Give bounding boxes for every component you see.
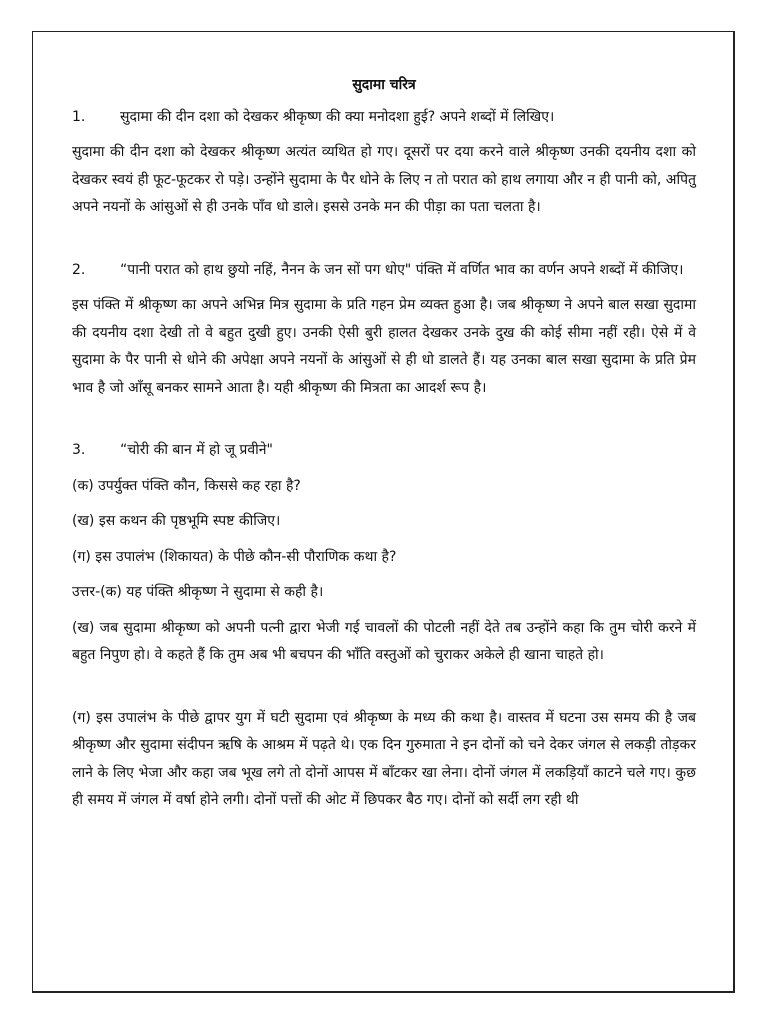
sub-question-k: (क) उपर्युक्त पंक्ति कौन, किससे कह रहा है? (72, 477, 301, 494)
answer-3-k: उत्तर-(क) यह पंक्ति श्रीकृष्ण ने सुदामा से कही है। (72, 584, 324, 600)
spacer (72, 410, 696, 437)
answer-1: सुदामा की दीन दशा को देखकर श्रीकृष्ण अत्यंत व्यथित हो गए। दूसरों पर दया करने वाले श्रीकृष्ण उनकी दयनीय दशा को देखकर स्वयं ही फूट-फूटकर रो पड़े। उन्होंने सुदामा के पैर धोने के लिए न तो परात को हाथ लगाया और न ही पानी को, अपितु अपने नयनों के आंसुओं से ही उनके पाँव धो डाले। इससे उनके मन की पीड़ा का पता चलता है। (72, 144, 696, 215)
question-2 (72, 257, 696, 285)
question-3 (72, 437, 696, 465)
document-body (72, 72, 696, 823)
question-number: 2. (72, 261, 86, 278)
question-text: “पानी परात को हाथ छुयो नहिं, नैनन के जन सों पग धोए" पंक्ति में वर्णित भाव का वर्णन अपने शब्दों में कीजिए। (120, 261, 684, 278)
question-text: सुदामा की दीन दशा को देखकर श्रीकृष्ण की क्या मनोदशा हुई? अपने शब्दों में लिखिए। (120, 108, 555, 125)
page-title: सुदामा चरित्र (352, 77, 416, 93)
sub-question-g: (ग) इस उपालंभ (शिकायत) के पीछे कौन-सी पौराणिक कथा है? (72, 548, 397, 565)
spacer (72, 230, 696, 257)
question-number: 1. (72, 108, 86, 125)
question-number: 3. (72, 442, 86, 458)
sub-question-kh: (ख) इस कथन की पृष्ठभूमि स्पष्ट कीजिए। (72, 513, 281, 529)
question-text: “चोरी की बान में हो जू प्रवीने" (120, 442, 273, 458)
question-1 (72, 104, 696, 132)
spacer (72, 678, 696, 705)
answer-2: इस पंक्ति में श्रीकृष्ण का अपने अभिन्न मित्र सुदामा के प्रति गहन प्रेम व्यक्त हुआ है। जब श्रीकृष्ण ने अपने बाल सखा सुदामा की दयनीय दशा देखी तो वे बहुत दुखी हुए। उनकी ऐसी बुरी हालत देखकर उनके दुख की कोई सीमा नहीं रही। ऐसे में वे सुदामा के पैर पानी से धोने की अपेक्षा अपने नयनों के आंसुओं से ही धो डालते हैं। यह उनका बाल सखा सुदामा के प्रति प्रेम भाव है जो आँसू बनकर सामने आता है। यही श्रीकृष्ण की मित्रता का आदर्श रूप है। (72, 297, 696, 396)
answer-3-kh: (ख) जब सुदामा श्रीकृष्ण को अपनी पत्नी द्वारा भेजी गई चावलों की पोटली नहीं देते तब उन्होंने कहा कि तुम चोरी करने में बहुत निपुण हो। वे कहते हैं कि तुम अब भी बचपन की भाँति वस्तुओं को चुराकर अकेले ही खाना चाहते हो। (72, 619, 696, 663)
answer-3-g: (ग) इस उपालंभ के पीछे द्वापर युग में घटी सुदामा एवं श्रीकृष्ण के मध्य की कथा है। वास्तव में घटना उस समय की है जब श्रीकृष्ण और सुदामा संदीपन ऋषि के आश्रम में पढ़ते थे। एक दिन गुरुमाता ने इन दोनों को चने देकर जंगल से लकड़ी तोड़कर लाने के लिए भेजा और कहा जब भूख लगे तो दोनों आपस में बाँटकर खा लेना। दोनों जंगल में लकड़ियाँ काटने चले गए। कुछ ही समय में जंगल में वर्षा होने लगी। दोनों पत्तों की ओट में छिपकर बैठ गए। दोनों को सर्दी लग रही थी (72, 709, 696, 808)
